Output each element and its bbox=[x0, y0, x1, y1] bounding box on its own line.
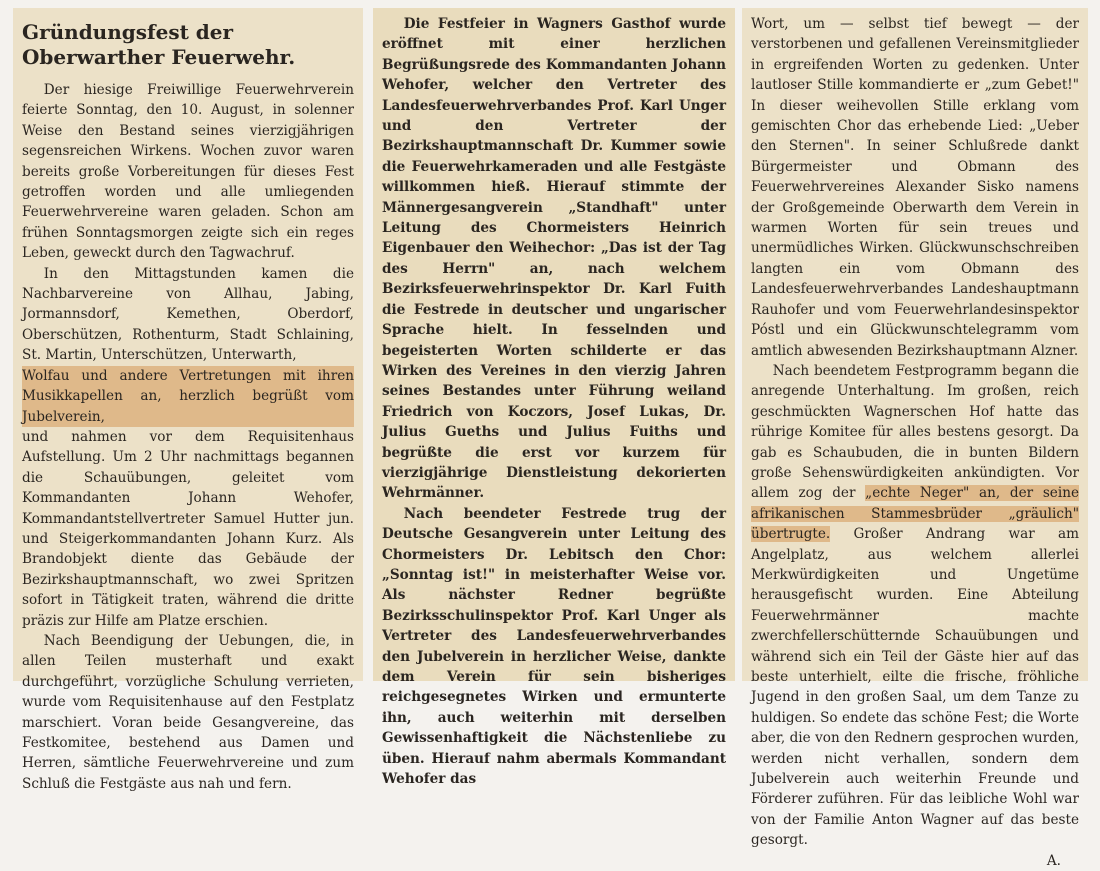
highlighted-passage: „echte Neger" an, der seine afrikanischen Stammesbrüder „gräulich" übertrugte. bbox=[751, 485, 1080, 543]
article-paragraph: Wort, um — selbst tief bewegt — der verstorbenen und gefallenen Vereinsmitglieder in ergreifenden Worten zu gedenken. Unter lautloser Stille kommandierte er „zum Gebet!" In dieser weihevollen Stille erklang vom gemischten Chor das erhebende Lied: „Ueber den Sternen". In seiner Schlußrede dankt Bürgermeister und Obmann des Feuerwehrvereines Alexander Sisko namens der Großgemeinde Oberwarth dem Verein in warmen Worten für sein treues und unermüdliches Wirken. Glückwunschschreiben langten ein vom Obmann des Landesfeuerwehrverbandes Landeshauptmann Rauhofer und vom Feuerwehrlandesinspektor Póstl und ein Glückwunschtelegramm vom amtlich abwesenden Bezirkshauptmann Alzner. bbox=[751, 16, 1079, 359]
article-column-2 bbox=[373, 8, 735, 788]
article-paragraph: Nach Beendigung der Uebungen, die, in allen Teilen musterhaft und exakt durchgeführt, vorzügliche Schulung verrieten, wurde vom Requisitenhause auf den Festplatz marschiert. Voran beide Gesangvereine, das Festkomitee, bestehend aus Damen und Herren, sämtliche Feuerwehrvereine und zum Schluß die Festgäste aus nah und fern. bbox=[22, 632, 354, 792]
highlighted-passage: Wolfau und andere Vertretungen mit ihren Musikkapellen an, herzlich begrüßt vom Jubelverein, bbox=[22, 366, 354, 427]
article-column-1 bbox=[13, 8, 363, 792]
article-paragraph: Die Festfeier in Wagners Gasthof wurde eröffnet mit einer herzlichen Begrüßungsrede des Kommandanten Johann Wehofer, welcher den Vertreter des Landesfeuerwehrverbandes Prof. Karl Unger und den Vertreter der Bezirkshauptmannschaft Dr. Kummer sowie die Feuerwehrkameraden und alle Festgäste willkommen hieß. Hierauf stimmte der Männergesangverein „Standhaft" unter Leitung des Chormeisters Heinrich Eigenbauer den Weihechor: „Das ist der Tag des Herrn" an, nach welchem Bezirksfeuerwehrinspektor Dr. Karl Fuith die Festrede in deutscher und ungarischer Sprache hielt. In fesselnden und begeisterten Worten schilderte er das Wirken des Vereines in den vierzig Jahren seines Bestandes unter Führung weiland Friedrich von Koczors, Josef Lukas, Dr. Julius Gueths und Julius Fuiths und begrüßte die erst vor kurzem für vierzigjährige Dienstleistung dekorierten Wehrmänner. bbox=[382, 16, 726, 502]
article-paragraph: Nach beendeter Festrede trug der Deutsche Gesangverein unter Leitung des Chormeisters Dr. Lebitsch den Chor: „Sonntag ist!" in meisterhafter Weise vor. Als nächster Redner begrüßte Bezirksschulinspektor Prof. Karl Unger als Vertreter des Landesfeuerwehrverbandes den Jubelverein in herzlicher Weise, dankte dem Verein für sein bisheriges reichgesegnetes Wirken und ermunterte ihn, auch weiterhin mit derselben Gewissenhaftigkeit die Nächstenliebe zu üben. Hierauf nahm abermals Kommandant Wehofer das bbox=[382, 505, 726, 788]
article-paragraph bbox=[751, 361, 1079, 851]
article-paragraph: Der hiesige Freiwillige Feuerwehrverein feierte Sonntag, den 10. August, in solenner Weise den Bestand seines vierzigjährigen segensreichen Wirkens. Wochen zuvor waren bereits große Vorbereitungen für dieses Fest getroffen worden und alle umliegenden Feuerwehrvereine waren geladen. Schon am frühen Sonntagsmorgen zeigte sich ein reges Leben, geweckt durch den Tagwachruf. bbox=[22, 82, 354, 262]
paragraph-text: Nach beendetem Festprogramm begann die anregende Unterhaltung. Im großen, reich geschmückten Wagnerschen Hof hatte das rührige Komitee für alles bestens gesorgt. Da gab es Schaubuden, die in bunten Bildern große Sehenswürdigkeiten ankündigten. Vor allem zog der bbox=[751, 362, 1079, 502]
paragraph-text: Großer Andrang war am Angelplatz, aus welchem allerlei Merkwürdigkeiten und Ungetüme herausgefischt wurden. Eine Abteilung Feuerwehrmänner machte zwerchfellerschütternde Schauübungen und während sich ein Teil der Gäste hier auf das beste unterhielt, eilte die frische, fröhliche Jugend in den großen Saal, um dem Tanze zu huldigen. So endete das schöne Fest; die Worte aber, die von den Rednern gesprochen wurden, werden nicht verhallen, sondern dem Jubelverein auch weiterhin Freunde und Förderer zuführen. Für das leibliche Wohl war von der Familie Anton Wagner auf das beste gesorgt. bbox=[751, 526, 1079, 849]
article-paragraph: In den Mittagstunden kamen die Nachbarvereine von Allhau, Jabing, Jormannsdorf, Kemethen, Oberdorf, Oberschützen, Rothenturm, Stadt Schlaining, St. Martin, Unterschützen, Unterwarth, bbox=[22, 265, 354, 364]
article-column-3 bbox=[742, 8, 1088, 869]
article-paragraph: und nahmen vor dem Requisitenhaus Aufstellung. Um 2 Uhr nachmittags begannen die Schauübungen, geleitet vom Kommandanten Johann Wehofer, Kommandantstellvertreter Samuel Hutter jun. und Steigerkommandanten Johann Kurz. Als Brandobjekt diente das Gebäude der Bezirkshauptmannschaft, wo zwei Spritzen sofort in Tätigkeit traten, während die dritte präzis zur Hilfe am Platze erschien. bbox=[22, 428, 354, 629]
article-headline: Gründungsfest der Oberwarther Feuerwehr. bbox=[22, 20, 296, 69]
author-signature: A. bbox=[1046, 852, 1061, 869]
